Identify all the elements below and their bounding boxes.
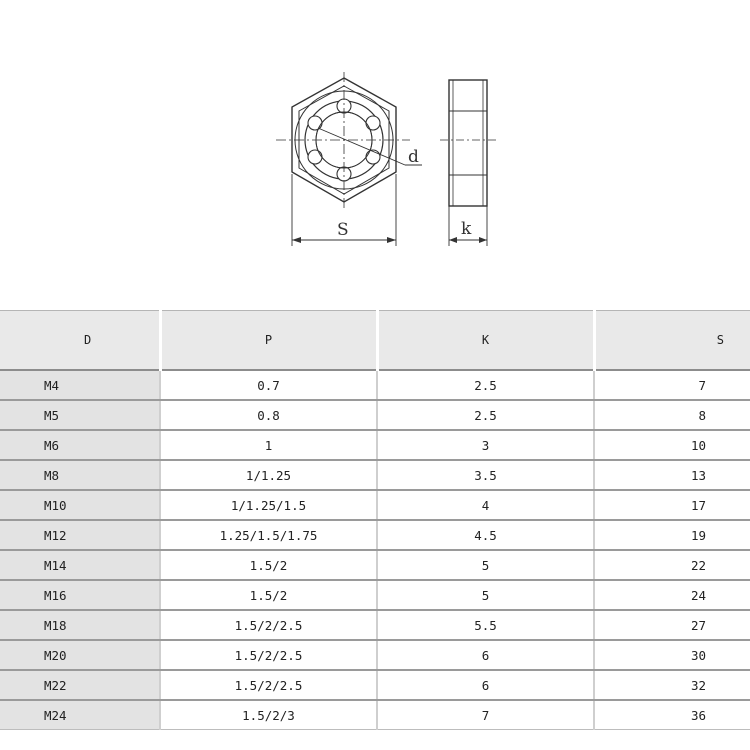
table-row: [0, 460, 750, 490]
k-dimension-label: k: [461, 219, 472, 239]
table-row: [0, 430, 750, 460]
d-dimension-label: d: [408, 147, 419, 167]
table-row: [0, 610, 750, 640]
cell-thickness: 4.5: [377, 520, 594, 550]
header-k: K: [377, 311, 594, 371]
cell-thickness: 4: [377, 490, 594, 520]
table-row: [0, 400, 750, 430]
cell-width-across-flats: 17: [594, 490, 750, 520]
cell-pitch: 1.5/2/2.5: [160, 670, 377, 700]
cell-width-across-flats: 8: [594, 400, 750, 430]
cell-thickness: 6: [377, 640, 594, 670]
technical-drawing: [0, 0, 750, 300]
cell-thickness: 6: [377, 670, 594, 700]
front-view: [276, 72, 422, 246]
cell-size: M10: [0, 490, 160, 520]
cell-thickness: 5.5: [377, 610, 594, 640]
cell-width-across-flats: 32: [594, 670, 750, 700]
cell-size: M12: [0, 520, 160, 550]
cell-thickness: 2.5: [377, 370, 594, 400]
cell-width-across-flats: 30: [594, 640, 750, 670]
table-header-row: [0, 311, 750, 371]
table-row: [0, 490, 750, 520]
cell-size: M24: [0, 700, 160, 730]
cell-width-across-flats: 7: [594, 370, 750, 400]
cell-pitch: 1.5/2/3: [160, 700, 377, 730]
cell-width-across-flats: 22: [594, 550, 750, 580]
table-body: [0, 370, 750, 730]
cell-pitch: 1/1.25/1.5: [160, 490, 377, 520]
cell-width-across-flats: 13: [594, 460, 750, 490]
s-dimension-label: S: [337, 220, 349, 240]
cell-pitch: 1.5/2: [160, 580, 377, 610]
cell-thickness: 3.5: [377, 460, 594, 490]
cell-size: M4: [0, 370, 160, 400]
cell-thickness: 5: [377, 580, 594, 610]
cell-pitch: 0.7: [160, 370, 377, 400]
cell-width-across-flats: 24: [594, 580, 750, 610]
table-row: [0, 640, 750, 670]
table-row: [0, 550, 750, 580]
cell-pitch: 1/1.25: [160, 460, 377, 490]
cell-size: M18: [0, 610, 160, 640]
cell-size: M20: [0, 640, 160, 670]
cell-width-across-flats: 27: [594, 610, 750, 640]
cell-pitch: 1.5/2: [160, 550, 377, 580]
cell-size: M5: [0, 400, 160, 430]
cell-pitch: 0.8: [160, 400, 377, 430]
cell-pitch: 1.25/1.5/1.75: [160, 520, 377, 550]
table-row: [0, 700, 750, 730]
cell-size: M14: [0, 550, 160, 580]
cell-pitch: 1: [160, 430, 377, 460]
spec-table: [0, 310, 750, 730]
cell-thickness: 7: [377, 700, 594, 730]
table-row: [0, 670, 750, 700]
cell-pitch: 1.5/2/2.5: [160, 610, 377, 640]
cell-width-across-flats: 36: [594, 700, 750, 730]
cell-thickness: 5: [377, 550, 594, 580]
cell-size: M8: [0, 460, 160, 490]
cell-size: M6: [0, 430, 160, 460]
cell-thickness: 2.5: [377, 400, 594, 430]
cell-width-across-flats: 10: [594, 430, 750, 460]
nut-drawing-svg: [0, 0, 750, 300]
d-leader-line: [318, 128, 405, 165]
header-p: P: [160, 311, 377, 371]
table-row: [0, 520, 750, 550]
cell-size: M16: [0, 580, 160, 610]
cell-size: M22: [0, 670, 160, 700]
cell-pitch: 1.5/2/2.5: [160, 640, 377, 670]
cell-thickness: 3: [377, 430, 594, 460]
table-row: [0, 370, 750, 400]
side-body: [449, 80, 487, 206]
header-d: D: [0, 311, 160, 371]
table-row: [0, 580, 750, 610]
header-s: S: [594, 311, 750, 371]
cell-width-across-flats: 19: [594, 520, 750, 550]
